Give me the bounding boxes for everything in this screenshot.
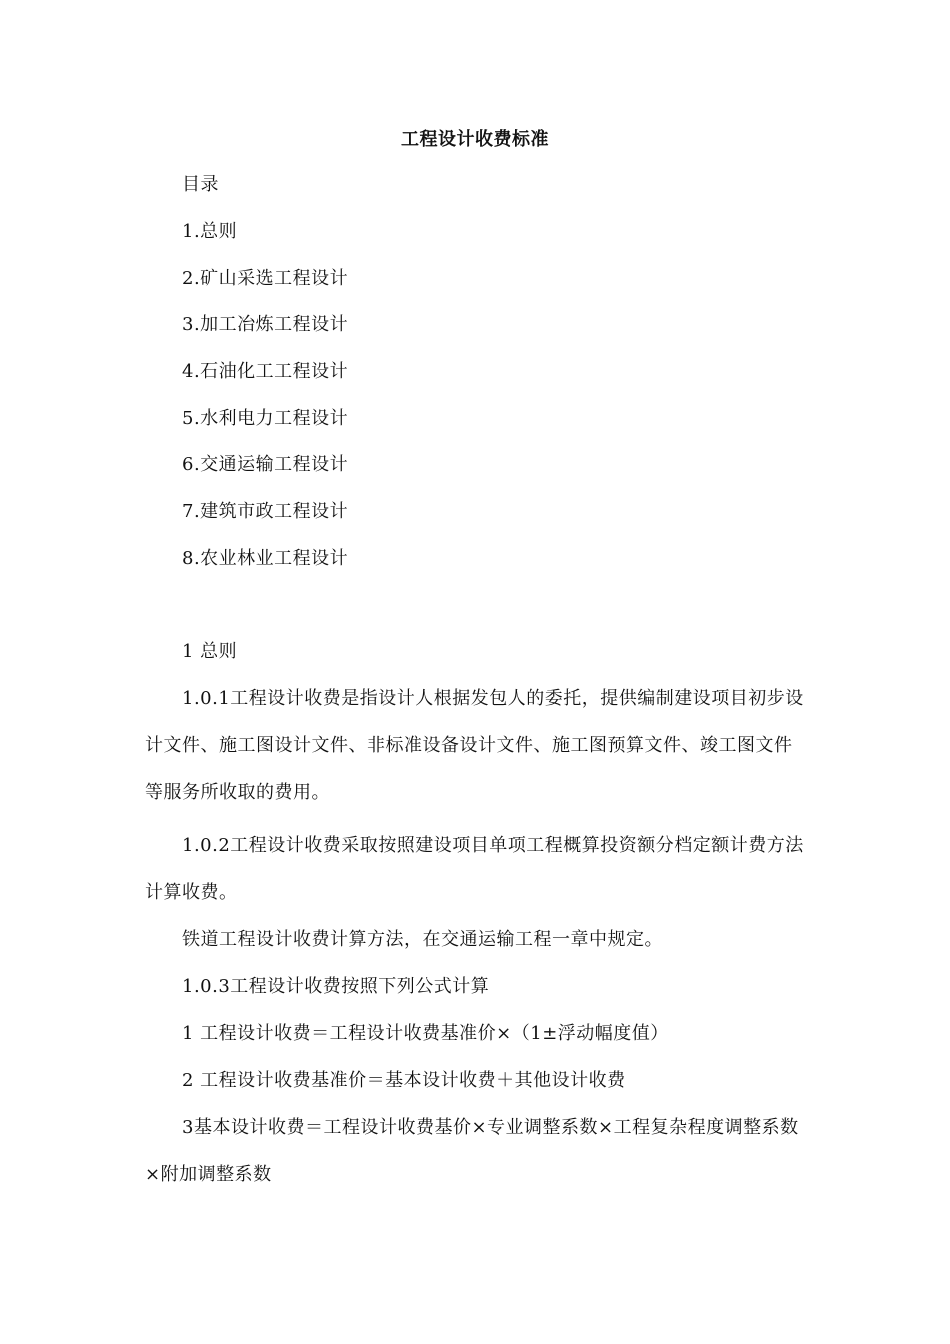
toc-heading: 目录: [182, 174, 219, 195]
body-paragraph: 1.0.3工程设计收费按照下列公式计算: [182, 976, 490, 997]
body-paragraph: 1.0.1工程设计收费是指设计人根据发包人的委托，提供编制建设项目初步设计文件、施工图设计文件、非标准设备设计文件、施工图预算文件、竣工图文件等服务所收取的费用。: [145, 688, 804, 803]
toc-item: 8.农业林业工程设计: [182, 548, 349, 569]
body-paragraph: 1.0.2工程设计收费采取按照建设项目单项工程概算投资额分档定额计费方法计算收费。: [145, 835, 804, 903]
toc-item: 6.交通运输工程设计: [182, 454, 349, 475]
toc-item: 1.总则: [182, 221, 238, 242]
toc-item: 7.建筑市政工程设计: [182, 501, 349, 522]
toc-item: 2.矿山采选工程设计: [182, 268, 349, 289]
section-heading: 1 总则: [182, 641, 238, 662]
body-paragraph: 3基本设计收费＝工程设计收费基价×专业调整系数×工程复杂程度调整系数×附加调整系数: [145, 1117, 799, 1185]
toc-item: 3.加工冶炼工程设计: [182, 314, 349, 335]
body-paragraph: 1 工程设计收费＝工程设计收费基准价×（1±浮动幅度值）: [182, 1023, 669, 1044]
document-title: 工程设计收费标准: [401, 129, 549, 150]
body-paragraph: 2 工程设计收费基准价＝基本设计收费＋其他设计收费: [182, 1070, 626, 1091]
body-paragraph: 铁道工程设计收费计算方法，在交通运输工程一章中规定。: [182, 929, 663, 950]
toc-item: 4.石油化工工程设计: [182, 361, 349, 382]
toc-item: 5.水利电力工程设计: [182, 408, 349, 429]
